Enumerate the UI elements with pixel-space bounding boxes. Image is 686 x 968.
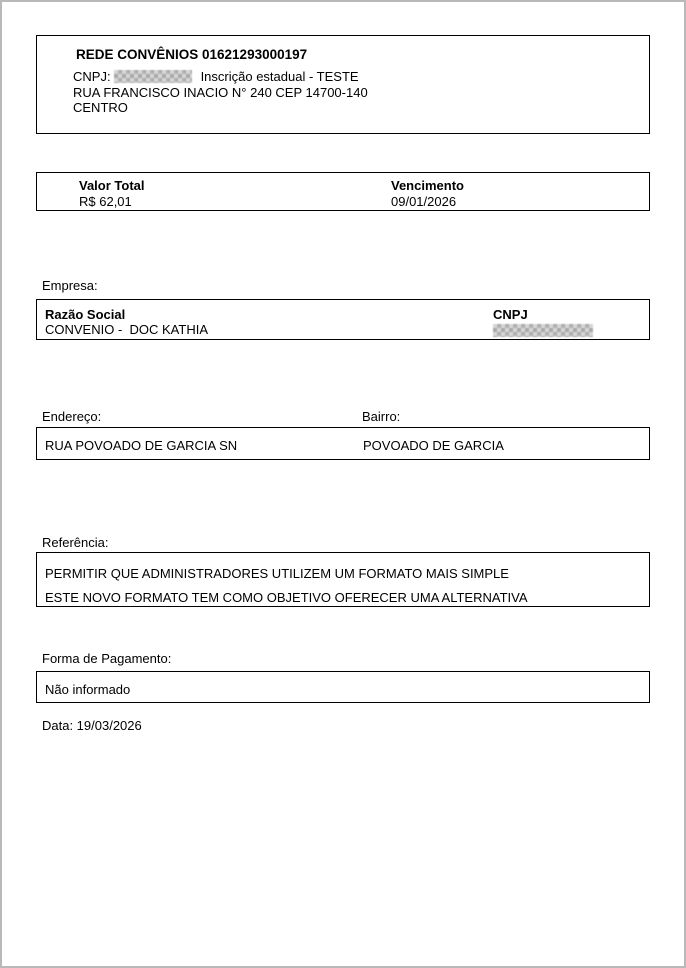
company-header-box	[36, 35, 650, 134]
referencia-line: PERMITIR QUE ADMINISTRADORES UTILIZEM UM FORMATO MAIS SIMPLE	[45, 566, 509, 581]
endereco-section-label: Endereço:	[42, 409, 102, 424]
summary-box	[36, 172, 650, 211]
company-cnpj-redacted-value	[114, 70, 192, 83]
endereco-value: RUA POVOADO DE GARCIA SN	[45, 438, 238, 453]
company-title: REDE CONVÊNIOS 01621293000197	[76, 47, 308, 62]
pagamento-box	[36, 671, 650, 703]
company-address-line: RUA FRANCISCO INACIO N° 240 CEP 14700-140	[73, 84, 368, 100]
vencimento-label: Vencimento	[391, 178, 464, 193]
company-inscricao: Inscrição estadual - TESTE	[200, 69, 359, 84]
empresa-section-label: Empresa:	[42, 278, 98, 293]
company-cnpj-line	[73, 69, 639, 85]
company-cnpj-label: CNPJ:	[73, 69, 111, 84]
pagamento-value: Não informado	[45, 682, 131, 697]
referencia-box	[36, 552, 650, 607]
valor-total-label: Valor Total	[79, 178, 145, 193]
footer-date: Data: 19/03/2026	[42, 718, 142, 733]
vencimento-column	[391, 178, 464, 210]
empresa-cnpj-column	[493, 307, 593, 338]
bairro-section-label: Bairro:	[362, 409, 401, 424]
vencimento-value: 09/01/2026	[391, 194, 457, 209]
razao-social-label: Razão Social	[45, 307, 126, 322]
endereco-box	[36, 427, 650, 460]
pagamento-section-label: Forma de Pagamento:	[42, 651, 172, 666]
bairro-value: POVOADO DE GARCIA	[363, 438, 504, 453]
company-details	[73, 69, 639, 116]
referencia-section-label: Referência:	[42, 535, 109, 550]
referencia-line: ESTE NOVO FORMATO TEM COMO OBJETIVO OFERECER UMA ALTERNATIVA	[45, 590, 528, 605]
empresa-box	[36, 299, 650, 340]
company-district: CENTRO	[73, 100, 128, 115]
empresa-cnpj-redacted-value	[493, 324, 593, 337]
empresa-cnpj-label: CNPJ	[493, 307, 528, 322]
valor-total-value: R$ 62,01	[79, 194, 132, 209]
razao-social-value: CONVENIO - DOC KATHIA	[45, 322, 208, 337]
valor-total-column	[79, 178, 145, 210]
razao-social-column	[45, 307, 208, 337]
